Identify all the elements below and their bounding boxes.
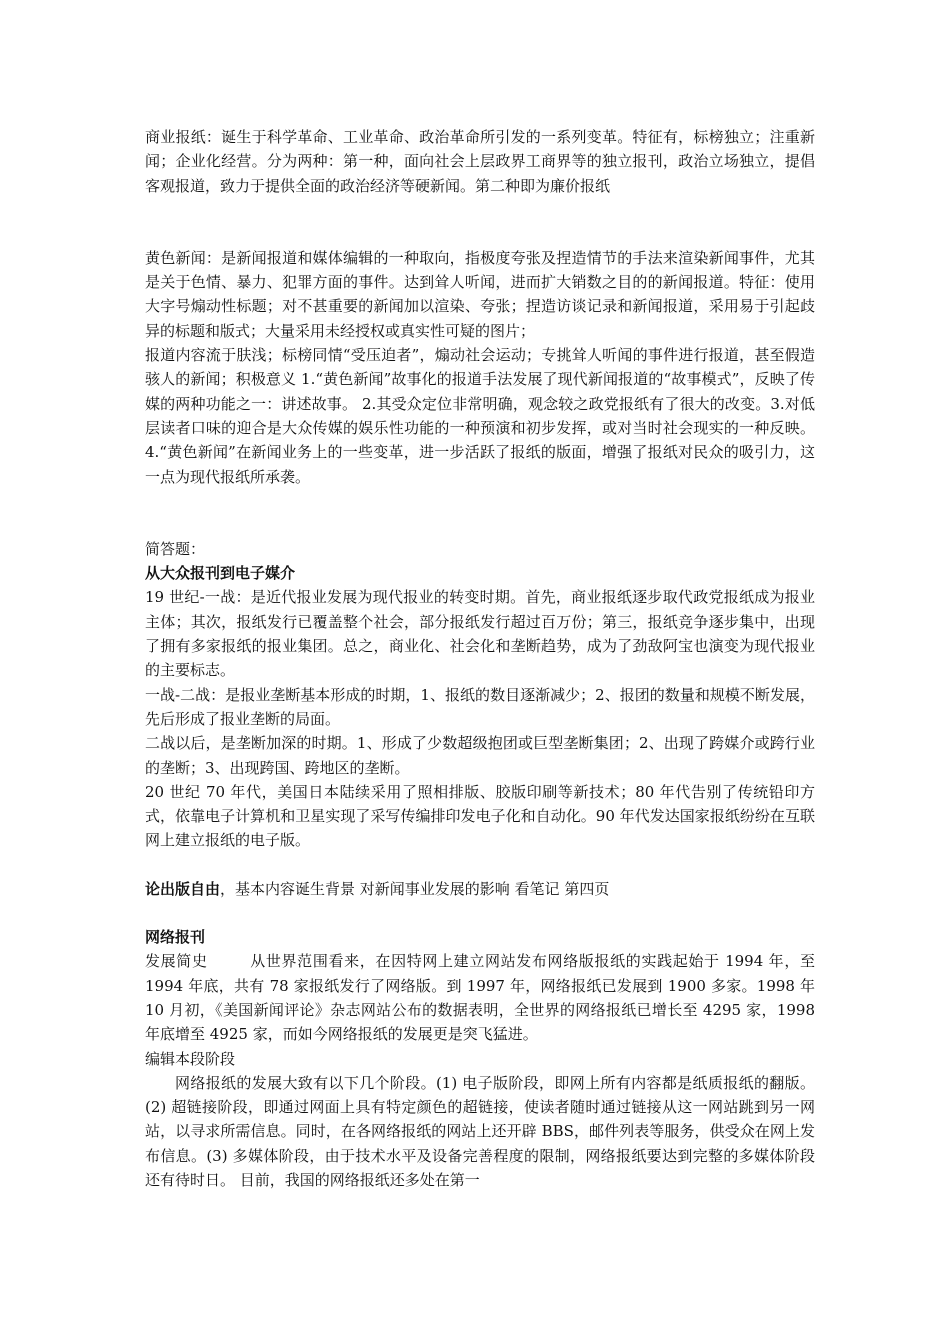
spacer bbox=[145, 489, 815, 537]
section-heading-online-newspapers: 网络报刊 bbox=[145, 928, 206, 947]
spacer bbox=[145, 198, 815, 246]
commercial-newspaper-paragraph: 商业报纸：诞生于科学革命、工业革命、政治革命所引发的一系列变革。特征有，标榜独立；注重新闻；企业化经营。分为两种：第一种，面向社会上层政界工商界等的独立报刊，政治立场独立，提倡客观报道，致力于提供全面的政治经济等硬新闻。第二种即为廉价报纸 bbox=[145, 128, 815, 195]
press-freedom-note: ，基本内容诞生背景 对新闻事业发展的影响 看笔记 第四页 bbox=[220, 879, 610, 898]
history-label: 发展简史 bbox=[145, 952, 208, 971]
press-freedom-line bbox=[145, 877, 815, 901]
stages-paragraph: 网络报纸的发展大致有以下几个阶段。(1) 电子版阶段，即网上所有内容都是纸质报纸的翻版。(2) 超链接阶段，即通过网面上具有特定颜色的超链接，使读者随时通过链接从这一网站跳到另一网站，以寻求所需信息。同时，在各网络报纸的网站上还开辟 BBS，邮件列表等服务，供受众在网上发布信息。(3) 多媒体阶段，由于技术水平及设备完善程度的限制，网络报纸要达到完整的多媒体阶段还有待时日。 目前，我国的网络报纸还多处在第一 bbox=[145, 1073, 815, 1189]
yellow-journalism-paragraph-2: 报道内容流于肤浅；标榜同情“受压迫者”，煽动社会运动；专挑耸人听闻的事件进行报道，甚至假造骇人的新闻；积极意义 1.“黄色新闻”故事化的报道手法发展了现代新闻报道的“故事模式”，反映了传媒的两种功能之一：讲述故事。 2.其受众定位非常明确，观念较之政党报纸有了很大的改变。3.对低层读者口味的迎合是大众传媒的娱乐性功能的一种预演和初步发挥，或对当时社会现实的一种反映。4.“黄色新闻”在新闻业务上的一些变革，进一步活跃了报纸的版面，增强了报纸对民众的吸引力，这一点为现代报纸所承袭。 bbox=[145, 346, 815, 486]
press-freedom-title: 论出版自由 bbox=[145, 879, 221, 898]
section-heading-mass-to-electronic: 从大众报刊到电子媒介 bbox=[145, 564, 296, 583]
history-paragraph bbox=[145, 949, 815, 1046]
spacer bbox=[145, 901, 815, 925]
period-post-ww2-paragraph: 二战以后，是垄断加深的时期。1、形成了少数超级抱团或巨型垄断集团；2、出现了跨媒介或跨行业的垄断；3、出现跨国、跨地区的垄断。 bbox=[145, 734, 815, 777]
period-1970s-paragraph: 20 世纪 70 年代，美国日本陆续采用了照相排版、胶版印刷等新技术；80 年代告别了传统铅印方式，依靠电子计算机和卫星实现了采写传编排印发电子化和自动化。90 年代发达国家报纸纷纷在互联网上建立报纸的电子版。 bbox=[145, 782, 815, 850]
period-19c-ww1-paragraph: 19 世纪-一战：是近代报业发展为现代报业的转变时期。首先，商业报纸逐步取代政党报纸成为报业主体；其次，报纸发行已覆盖整个社会，部分报纸发行超过百万份；第三，报纸竞争逐步集中，出现了拥有多家报纸的报业集团。总之，商业化、社会化和垄断趋势，成为了劲敌阿宝也演变为现代报业的主要标志。 bbox=[145, 588, 815, 680]
short-answer-label: 简答题： bbox=[145, 539, 206, 558]
period-ww1-ww2-paragraph: 一战-二战：是报业垄断基本形成的时期，1、报纸的数目逐渐减少；2、报团的数量和规模不断发展，先后形成了报业垄断的局面。 bbox=[145, 685, 815, 728]
spacer bbox=[145, 853, 815, 877]
history-text: 从世界范围看来，在因特网上建立网站发布网络版报纸的实践起始于 1994 年，至 1994 年底，共有 78 家报纸发行了网络版。到 1997 年，网络报纸已发展到 1900 多家。1998 年 10 月初，《美国新闻评论》杂志网站公布的数据表明，全世界的网络报纸已增长至 4295 家，1998 年底增至 4925 家，而如今网络报纸的发展更是突飞猛进。 bbox=[145, 952, 815, 1044]
yellow-journalism-paragraph-1: 黄色新闻：是新闻报道和媒体编辑的一种取向，指极度夸张及捏造情节的手法来渲染新闻事件，尤其是关于色情、暴力、犯罪方面的事件。达到耸人听闻，进而扩大销数之目的的新闻报道。特征：使用大字号煽动性标题；对不甚重要的新闻加以渲染、夸张；捏造访谈记录和新闻报道，采用易于引起歧异的标题和版式；大量采用未经授权或真实性可疑的图片； bbox=[145, 248, 815, 340]
document-page bbox=[145, 125, 815, 1192]
edit-section-label: 编辑本段阶段 bbox=[145, 1049, 236, 1068]
